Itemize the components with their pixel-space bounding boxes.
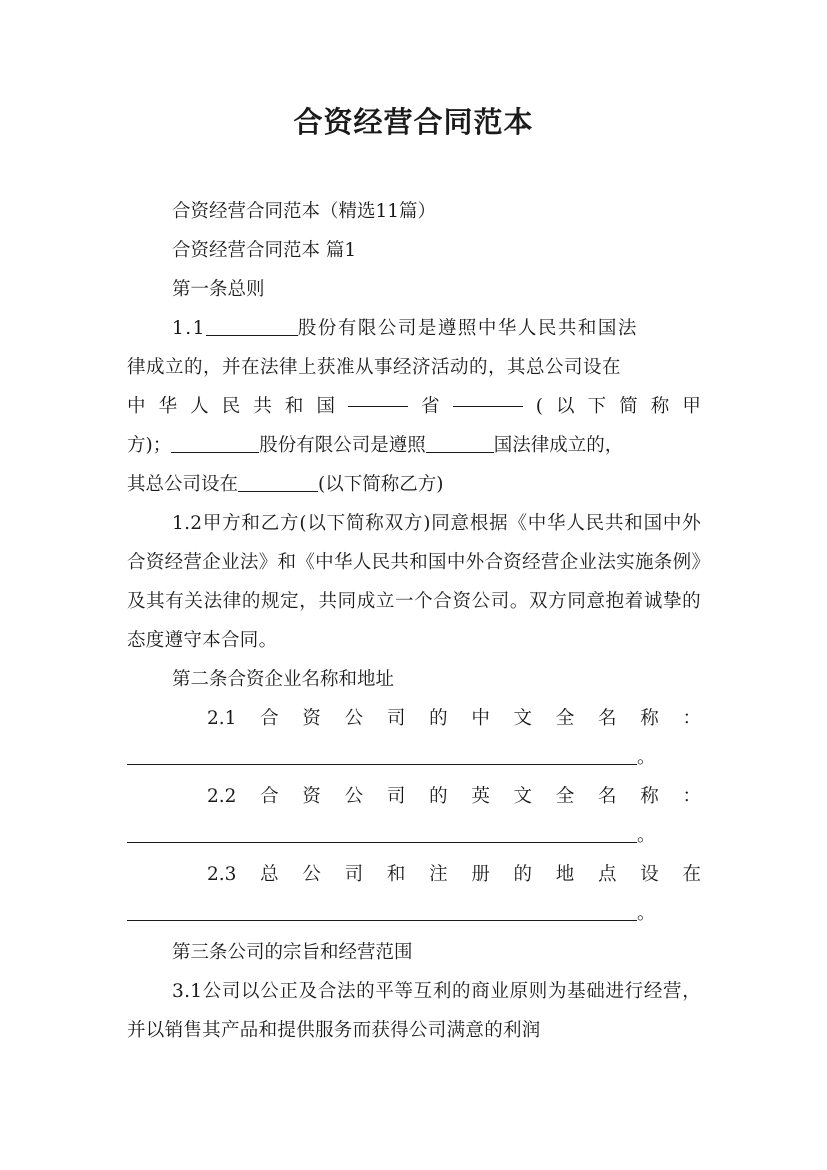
blank-field (127, 824, 637, 844)
paragraph-3-1: 3.1公司以公正及合法的平等互利的商业原则为基础进行经营，并以销售其产品和提供服务而获得公司满意的利润 (127, 981, 701, 1041)
blank-field (206, 317, 298, 337)
paragraph-2-2 (127, 777, 701, 855)
paragraph-1-1 (127, 309, 701, 504)
section1-heading: 第一条总则 (172, 279, 265, 300)
p1-1-line3: 中 华 人 民 共 和 国 省 ( 以 下 简 称 甲 (127, 387, 701, 426)
p1-1-text-a: 股份有限公司是遵照中华人民共和国法 (297, 318, 638, 339)
section3-heading: 第三条公司的宗旨和经营范围 (172, 942, 413, 963)
subtitle-line: 合资经营合同范本 篇1 (172, 240, 357, 261)
intro-line: 合资经营合同范本（精选11篇） (172, 201, 437, 222)
document-body (127, 192, 701, 1050)
blank-field (238, 473, 318, 493)
blank-field (171, 434, 259, 454)
p1-1-line4: 方)； 股份有限公司是遵照 国法律成立的， (127, 435, 624, 456)
p2-1-line2: 。 (127, 738, 701, 777)
p2-3-line1: 2.3 总 公 司 和 注 册 的 地 点 设 在 (207, 864, 701, 885)
blank-field (348, 387, 408, 407)
p2-1-line1: 2.1 合 资 公 司 的 中 文 全 名 称 ： (207, 708, 701, 729)
p2-3-line2: 。 (127, 894, 701, 933)
blank-field (127, 746, 637, 766)
p2-2-line1: 2.2 合 资 公 司 的 英 文 全 名 称 ： (207, 786, 701, 807)
p1-1-line5: 其总公司设在 (以下简称乙方) (127, 474, 444, 495)
blank-field (453, 387, 523, 407)
paragraph-1-2: 1.2甲方和乙方(以下简称双方)同意根据《中华人民共和国中外合资经营企业法》和《中华人民共和国中外合资经营企业法实施条例》及其有关法律的规定，共同成立一个合资公司。双方同意抱着诚挚的态度遵守本合同。 (127, 513, 701, 651)
p2-2-line2: 。 (127, 816, 701, 855)
p1-1-number: 1.1 (172, 318, 206, 339)
document-title: 合资经营合同范本 (293, 105, 534, 139)
paragraph-2-1 (127, 699, 701, 777)
p1-1-line2: 律成立的，并在法律上获准从事经济活动的，其总公司设在 (127, 357, 622, 378)
blank-field (426, 434, 494, 454)
blank-field (127, 902, 637, 922)
section2-heading: 第二条合资企业名称和地址 (172, 669, 395, 690)
paragraph-2-3 (127, 855, 701, 933)
